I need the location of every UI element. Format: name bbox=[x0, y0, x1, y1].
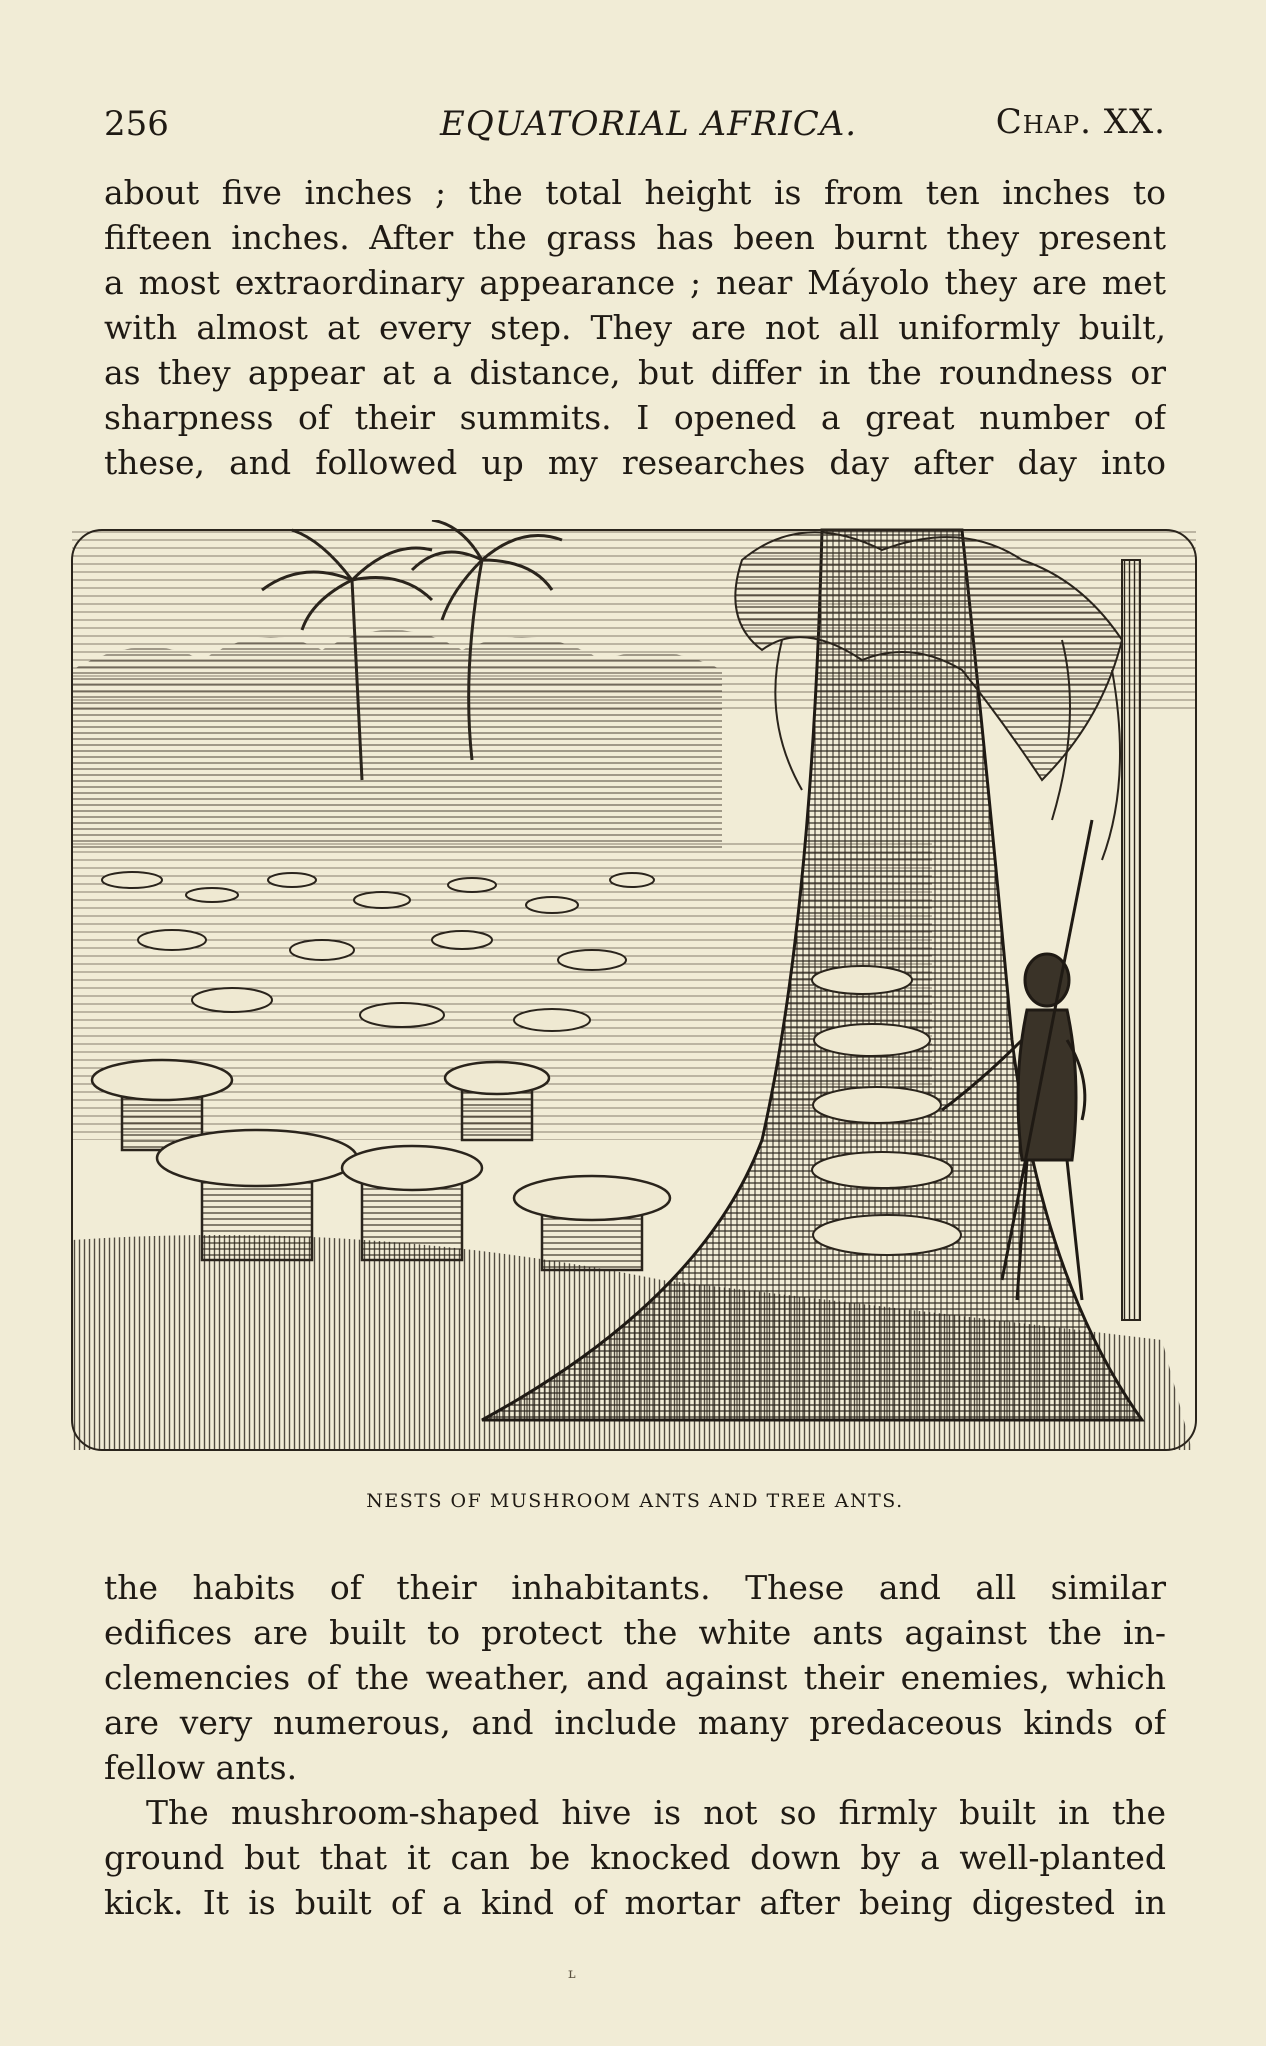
text-line: The mushroom-shaped hive is not so firmly built in the bbox=[146, 1793, 1166, 1832]
text-line: these, and followed up my researches day after day into bbox=[104, 443, 1166, 482]
text-line: as they appear at a distance, but differ in the roundness or bbox=[104, 353, 1166, 392]
running-header bbox=[104, 98, 1166, 148]
text-line: ground but that it can be knocked down by a well-planted bbox=[104, 1838, 1166, 1877]
page-number: 256 bbox=[104, 104, 169, 144]
text-line: sharpness of their summits. I opened a great number of bbox=[104, 398, 1166, 437]
text-line: fifteen inches. After the grass has been burnt they present bbox=[104, 218, 1166, 257]
text-line: about five inches ; the total height is from ten inches to bbox=[104, 173, 1166, 212]
distant-forest bbox=[72, 630, 722, 850]
text-line: are very numerous, and include many predaceous kinds of bbox=[104, 1703, 1166, 1742]
text-line: kick. It is built of a kind of mortar after being digested in bbox=[104, 1883, 1166, 1922]
text-line: with almost at every step. They are not all uniformly built, bbox=[104, 308, 1166, 347]
engraving-svg bbox=[62, 520, 1206, 1456]
paragraph-top bbox=[104, 170, 1166, 485]
paragraph-next bbox=[104, 1790, 1166, 1925]
text-line: fellow ants. bbox=[104, 1748, 298, 1787]
paragraph-bottom bbox=[104, 1565, 1166, 1790]
chapter-label: Chap. XX. bbox=[995, 102, 1166, 142]
text-line: clemencies of the weather, and against their enemies, which bbox=[104, 1658, 1166, 1697]
text-line: the habits of their inhabitants. These and all similar bbox=[104, 1568, 1166, 1607]
engraving-illustration bbox=[62, 520, 1206, 1456]
text-line: a most extraordinary appearance ; near Máyolo they are met bbox=[104, 263, 1166, 302]
text-line: edifices are built to protect the white ants against the in- bbox=[104, 1613, 1166, 1652]
figure-caption: NESTS OF MUSHROOM ANTS AND TREE ANTS. bbox=[366, 1490, 904, 1512]
printer-mark: ʟ bbox=[568, 1966, 576, 1982]
running-title: EQUATORIAL AFRICA. bbox=[440, 104, 858, 144]
pole bbox=[1122, 560, 1140, 1320]
